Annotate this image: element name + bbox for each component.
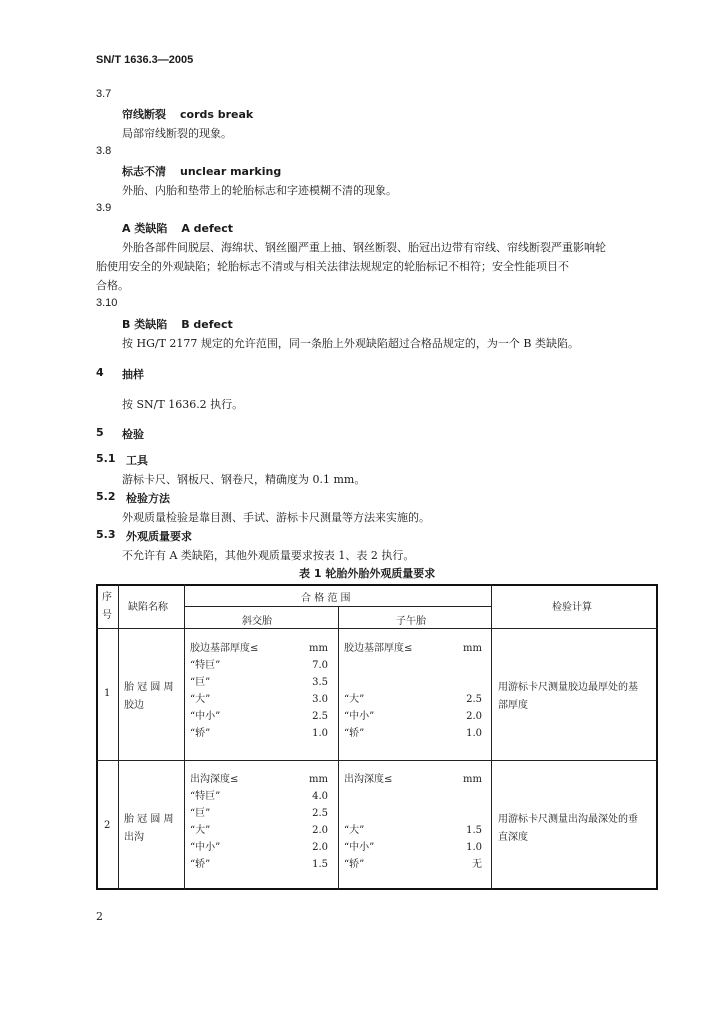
clause-number: 3.7 [96, 88, 112, 100]
definition-text: 合格。 [96, 279, 129, 292]
table-grid-line [184, 606, 491, 607]
header-inspection-method: 检验计算 [552, 602, 592, 613]
row-seq: 2 [104, 820, 111, 831]
spec-line: “大” 2.0 [190, 825, 328, 836]
spec-line: 出沟深度≤ mm [344, 774, 482, 785]
spec-line: “轿” 无 [344, 859, 482, 870]
row-defect-name: 胎 冠 圆 周 [124, 814, 174, 825]
table-grid-line [491, 584, 492, 890]
definition-text: 胎使用安全的外观缺陷；轮胎标志不清或与相关法律法规规定的轮胎标记不相符；安全性能项目不 [96, 260, 569, 273]
definition-text: 局部帘线断裂的现象。 [122, 127, 232, 140]
term-en: B defect [181, 318, 233, 331]
term-en: A defect [181, 222, 234, 235]
subsection-text: 外观质量检验是靠目测、手试、游标卡尺测量等方法来实施的。 [122, 511, 430, 524]
spec-line: 胶边基部厚度≤ mm [344, 643, 482, 654]
subsection-heading [96, 452, 256, 465]
spec-line: 胶边基部厚度≤ mm [190, 643, 328, 654]
table-caption: 表 1 轮胎外胎外观质量要求 [299, 567, 436, 580]
table-grid-line [96, 760, 658, 761]
section-number: 5 [96, 426, 104, 439]
spec-line: “轿” 1.0 [344, 728, 482, 739]
term-zh: A 类缺陷 [122, 222, 168, 235]
term-heading [122, 163, 281, 179]
term-en: unclear marking [180, 165, 282, 178]
table-grid-line [184, 584, 185, 890]
table-border [96, 888, 658, 890]
header-radial-tire: 子午胎 [396, 616, 426, 627]
subsection-text: 不允许有 A 类缺陷，其他外观质量要求按表 1、表 2 执行。 [122, 549, 415, 562]
page-number: 2 [96, 910, 103, 923]
spec-line: “大” 1.5 [344, 825, 482, 836]
spec-line: “特巨” 7.0 [190, 660, 328, 671]
spec-line: “轿” 1.5 [190, 859, 328, 870]
definition-text: 按 HG/T 2177 规定的允许范围，同一条胎上外观缺陷超过合格品规定的，为一个 B 类缺陷。 [122, 337, 579, 350]
section-title: 抽样 [122, 368, 144, 381]
term-zh: 标志不清 [122, 165, 166, 178]
header-bias-tire: 斜交胎 [242, 616, 272, 627]
subsection-title: 工具 [126, 454, 148, 467]
subsection-number: 5.2 [96, 490, 116, 503]
inspection-method-text: 部厚度 [498, 700, 528, 711]
table-grid-line [338, 606, 339, 890]
definition-text: 外胎各部件间脱层、海绵状、钢丝圈严重上抽、钢丝断裂、胎冠出边带有帘线、帘线断裂严重影响轮 [122, 241, 606, 254]
clause-number: 3.9 [96, 202, 112, 214]
row-seq: 1 [104, 688, 111, 699]
spec-line: “巨” 2.5 [190, 808, 328, 819]
header-defect-name: 缺陷名称 [128, 602, 168, 613]
term-zh: B 类缺陷 [122, 318, 168, 331]
spec-line: “轿” 1.0 [190, 728, 328, 739]
subsection-text: 游标卡尺、钢板尺、钢卷尺，精确度为 0.1 mm。 [122, 473, 366, 486]
term-heading [122, 316, 233, 332]
section-heading [96, 426, 196, 439]
inspection-method-text: 直深度 [498, 832, 528, 843]
term-heading [122, 220, 233, 236]
spec-line: 出沟深度≤ mm [190, 774, 328, 785]
spec-line: “大” 2.5 [344, 694, 482, 705]
spec-line: “中小” 2.0 [344, 711, 482, 722]
inspection-method-text: 用游标卡尺测量出沟最深处的垂 [498, 814, 638, 825]
header-seq: 号 [102, 610, 112, 621]
header-seq: 序 [102, 592, 112, 603]
spec-line: “中小” 1.0 [344, 842, 482, 853]
subsection-heading [96, 490, 256, 503]
quality-requirements-table [96, 584, 658, 890]
table-grid-line [118, 584, 119, 890]
term-zh: 帘线断裂 [122, 108, 166, 121]
table-border [96, 584, 658, 586]
table-grid-line [96, 628, 658, 629]
clause-number: 3.10 [96, 297, 118, 309]
subsection-number: 5.1 [96, 452, 116, 465]
section-number: 4 [96, 366, 104, 379]
row-defect-name: 出沟 [124, 832, 144, 843]
section-text: 按 SN/T 1636.2 执行。 [122, 398, 244, 411]
section-title: 检验 [122, 428, 144, 441]
subsection-number: 5.3 [96, 528, 116, 541]
subsection-heading [96, 528, 256, 541]
header-acceptable-range: 合 格 范 围 [301, 593, 351, 604]
subsection-title: 外观质量要求 [126, 530, 192, 543]
spec-line: “大” 3.0 [190, 694, 328, 705]
table-border [96, 584, 98, 890]
term-heading [122, 106, 253, 122]
inspection-method-text: 用游标卡尺测量胶边最厚处的基 [498, 682, 638, 693]
section-heading [96, 366, 196, 379]
definition-text: 外胎、内胎和垫带上的轮胎标志和字迹模糊不清的现象。 [122, 184, 397, 197]
row-defect-name: 胎 冠 圆 周 [124, 682, 174, 693]
spec-line: “中小” 2.0 [190, 842, 328, 853]
standard-code-header: SN/T 1636.3—2005 [96, 54, 194, 66]
row-defect-name: 胶边 [124, 700, 144, 711]
term-en: cords break [180, 108, 254, 121]
spec-line: “中小” 2.5 [190, 711, 328, 722]
subsection-title: 检验方法 [126, 492, 170, 505]
spec-line: “巨” 3.5 [190, 677, 328, 688]
clause-number: 3.8 [96, 145, 112, 157]
table-border [656, 584, 658, 890]
spec-line: “特巨” 4.0 [190, 791, 328, 802]
